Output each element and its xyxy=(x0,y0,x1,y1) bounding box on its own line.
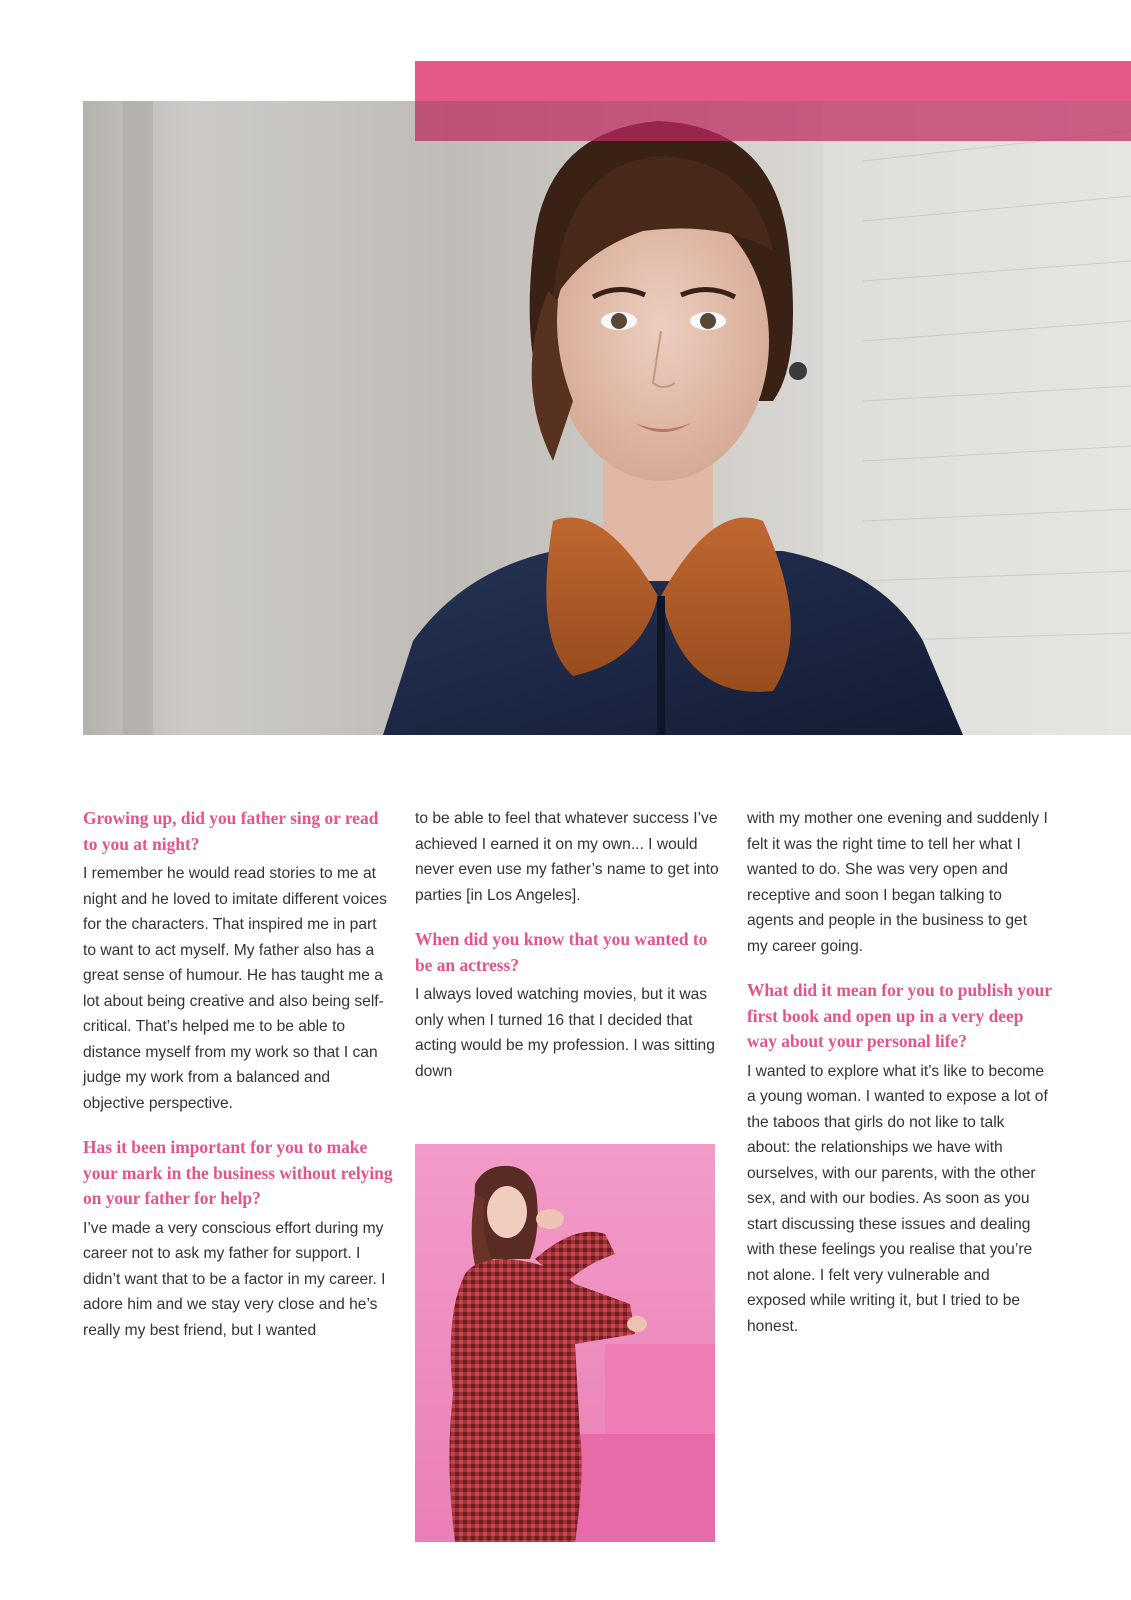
answer-paragraph: to be able to feel that whatever success I’ve achieved I earned it on my own... I would never even use my father’s name to get into parties [in Los Angeles]. xyxy=(415,810,719,904)
answer-paragraph: I remember he would read stories to me at night and he loved to imitate different voices for the characters. That inspired me in part to want to act myself. My father also has a great sense of humour. He has taught me a lot about being creative and also being self-critical. That’s helped me to be able to distance myself from my work so that I can judge my work from a balanced and objective perspective. xyxy=(83,865,387,1112)
pink-overlay-band xyxy=(415,101,1131,141)
article-column-1 xyxy=(83,806,393,1362)
answer-paragraph: I wanted to explore what it’s like to become a young woman. I wanted to expose a lot of the taboos that girls do not like to talk about: the relationships we have with ourselves, with our parents, with the other sex, and with our bodies. As soon as you start discussing these issues and dealing with these feelings you realise that you’re not alone. I felt very vulnerable and exposed while writing it, but I tried to be honest. xyxy=(747,1062,1048,1335)
secondary-photo xyxy=(415,1144,715,1542)
question-heading: Growing up, did you father sing or read to you at night? xyxy=(83,808,379,854)
answer-paragraph: with my mother one evening and suddenly I felt it was the right time to tell her what I wanted to do. She was very open and receptive and soon I began talking to agents and people in the business to get my career going. xyxy=(747,810,1048,955)
question-heading: What did it mean for you to publish your first book and open up in a very deep way about your personal life? xyxy=(747,980,1052,1051)
article-column-2 xyxy=(415,806,720,1103)
portrait-photo-woman-orange-collar xyxy=(83,101,1131,735)
question-heading: Has it been important for you to make your mark in the business without relying on your father for help? xyxy=(83,1137,393,1208)
photo-woman-seated-pink-background xyxy=(415,1144,715,1542)
question-heading: When did you know that you wanted to be an actress? xyxy=(415,929,708,975)
article-column-3 xyxy=(747,806,1052,1358)
answer-paragraph: I always loved watching movies, but it was only when I turned 16 that I decided that acting would be my profession. I was sitting down xyxy=(415,986,715,1080)
hero-portrait-photo xyxy=(83,101,1131,735)
answer-paragraph: I’ve made a very conscious effort during my career not to ask my father for support. I didn’t want that to be a factor in my career. I adore him and we stay very close and he’s really my best friend, but I wanted xyxy=(83,1219,386,1339)
